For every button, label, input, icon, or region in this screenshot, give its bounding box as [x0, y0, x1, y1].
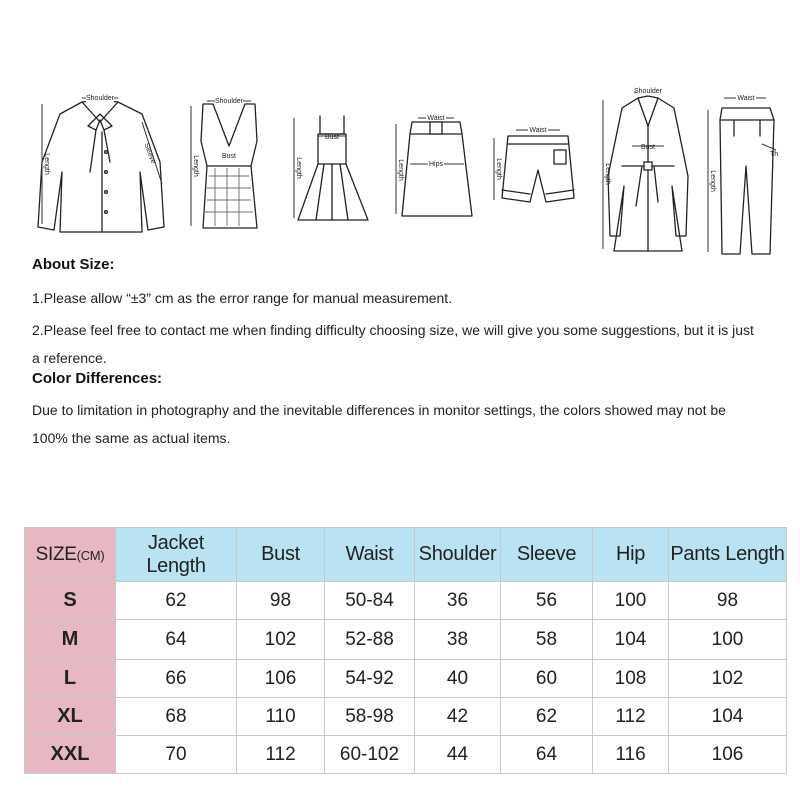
table-header-row — [25, 528, 787, 582]
column-header: Shoulder — [415, 528, 501, 582]
shoulder-label: Shoulder — [633, 88, 663, 95]
length-label: Length — [397, 159, 404, 181]
contact-note: 2.Please feel free to contact me when finding difficulty choosing size, we will give you some suggestions, but it is just a reference. — [32, 322, 754, 366]
table-cell: 58-98 — [325, 698, 415, 736]
table-row — [25, 736, 787, 774]
size-chart-table — [24, 527, 787, 774]
table-cell: 52-88 — [325, 620, 415, 660]
table-cell: 62 — [116, 582, 237, 620]
color-differences-text: Due to limitation in photography and the inevitable differences in monitor settings, the colors showed may not be 100% the same as actual items. — [32, 402, 726, 446]
table-cell: 64 — [116, 620, 237, 660]
table-row — [25, 620, 787, 660]
column-header: Sleeve — [501, 528, 593, 582]
table-cell: 106 — [237, 660, 325, 698]
table-cell: 98 — [669, 582, 787, 620]
column-header: Bust — [237, 528, 325, 582]
table-cell: 102 — [237, 620, 325, 660]
table-row — [25, 660, 787, 698]
table-cell: 102 — [669, 660, 787, 698]
length-label: Length — [192, 155, 199, 177]
blouse-illustration — [30, 92, 170, 237]
table-cell: 60-102 — [325, 736, 415, 774]
waist-label: Waist — [529, 127, 547, 134]
table-cell: 58 — [501, 620, 593, 660]
size-column-header — [25, 528, 116, 582]
size-header-label: SIZE — [35, 543, 77, 565]
table-cell: 112 — [593, 698, 669, 736]
bust-label: Bust — [640, 144, 656, 151]
shorts-illustration — [488, 120, 583, 210]
hips-label: Hips — [428, 161, 444, 168]
vest-illustration — [185, 96, 275, 236]
length-label: Length — [43, 153, 50, 175]
table-cell: 108 — [593, 660, 669, 698]
about-size-heading: About Size: — [32, 256, 115, 273]
table-cell: 44 — [415, 736, 501, 774]
table-cell: 50-84 — [325, 582, 415, 620]
column-header: Waist — [325, 528, 415, 582]
garment-illustrations — [0, 0, 800, 260]
length-label: Length — [604, 163, 611, 185]
column-header: Pants Length — [669, 528, 787, 582]
color-differences-heading: Color Differences: — [32, 370, 163, 387]
pants-illustration — [700, 86, 795, 258]
table-cell: 110 — [237, 698, 325, 736]
thigh-label: Th — [770, 151, 779, 158]
table-cell: 106 — [669, 736, 787, 774]
length-label: Length — [295, 157, 302, 179]
bust-label: Bust — [221, 153, 237, 160]
length-label: Length — [709, 170, 716, 192]
size-cell: M — [25, 620, 116, 660]
sleeve-label: Sleeve — [142, 142, 157, 165]
size-cell: L — [25, 660, 116, 698]
length-label: Length — [495, 158, 502, 180]
table-cell: 70 — [116, 736, 237, 774]
table-cell: 54-92 — [325, 660, 415, 698]
table-row — [25, 698, 787, 736]
table-cell: 60 — [501, 660, 593, 698]
table-cell: 100 — [593, 582, 669, 620]
column-header: Hip — [593, 528, 669, 582]
column-header: Jacket Length — [116, 528, 237, 582]
trench-coat-illustration — [598, 86, 698, 256]
size-cell: XXL — [25, 736, 116, 774]
table-cell: 56 — [501, 582, 593, 620]
table-cell: 64 — [501, 736, 593, 774]
table-cell: 62 — [501, 698, 593, 736]
table-cell: 66 — [116, 660, 237, 698]
measurement-note: 1.Please allow “±3” cm as the error range for manual measurement. — [32, 290, 453, 306]
bust-label: Bust — [324, 134, 340, 141]
table-cell: 42 — [415, 698, 501, 736]
shoulder-label: Shoulder — [214, 98, 244, 105]
size-cell: S — [25, 582, 116, 620]
table-cell: 116 — [593, 736, 669, 774]
dress-illustration — [288, 112, 378, 232]
table-cell: 100 — [669, 620, 787, 660]
waist-label: Waist — [737, 95, 755, 102]
table-cell: 112 — [237, 736, 325, 774]
size-cell: XL — [25, 698, 116, 736]
skirt-illustration — [390, 108, 480, 223]
waist-label: Waist — [427, 115, 445, 122]
table-cell: 104 — [593, 620, 669, 660]
size-unit-label: (CM) — [76, 547, 105, 563]
shoulder-label: Shoulder — [85, 95, 115, 102]
table-cell: 40 — [415, 660, 501, 698]
table-cell: 38 — [415, 620, 501, 660]
table-cell: 36 — [415, 582, 501, 620]
table-cell: 104 — [669, 698, 787, 736]
table-row — [25, 582, 787, 620]
table-cell: 68 — [116, 698, 237, 736]
table-cell: 98 — [237, 582, 325, 620]
